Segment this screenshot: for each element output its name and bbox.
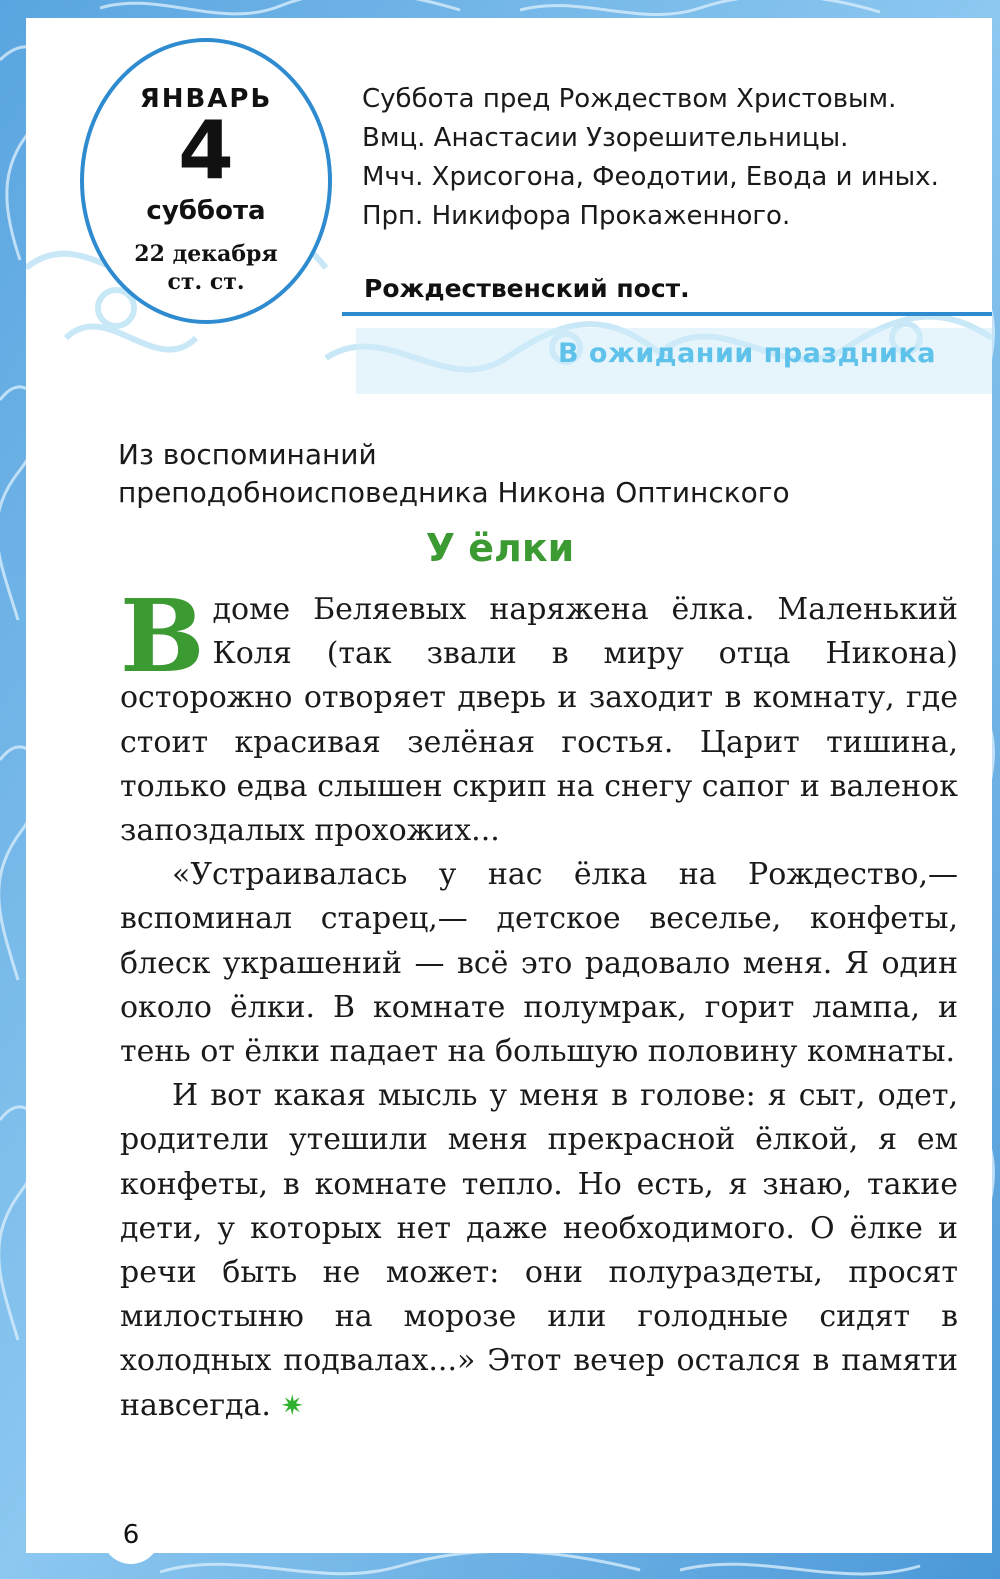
source-line-2: преподобноисповедника Никона Оптинского	[118, 476, 790, 509]
day-number: 4	[178, 104, 234, 197]
paragraph-2: «Устраивалась у нас ёлка на Рождество,— вспоминал старец,— детское веселье, конфеты, блеск украшений — всё это радовало меня. Я один около ёлки. В комнате полумрак, горит лампа, и тень от ёлки падает на большую половину комнаты.	[120, 857, 958, 1070]
weekday-label: суббота	[146, 196, 266, 226]
paragraph-3-text: И вот какая мысль у меня в голове: я сыт, одет, родители утешили меня прекрасной ёлкой, я ем конфеты, в комнате тепло. Но есть, я знаю, такие дети, у которых нет даже необходимого. О ёлке и речи быть не может: они полураздеты, просят милостыню на морозе или голодные сидят в холодных подвалах...» Этот вечер остался в памяти навсегда.	[120, 1078, 958, 1423]
old-style-date	[84, 240, 328, 296]
commemorations-list	[362, 80, 982, 236]
page-number: 6	[102, 1506, 160, 1564]
commemoration-line: Мчч. Хрисогона, Феодотии, Евода и иных.	[362, 162, 939, 192]
header-divider	[342, 312, 992, 316]
month-label: ЯНВАРЬ	[139, 84, 273, 114]
fast-note: Рождественский пост.	[364, 274, 690, 303]
old-style-suffix: ст. ст.	[167, 269, 245, 295]
date-badge	[80, 38, 332, 324]
paragraph-3	[120, 1074, 958, 1428]
story-body	[120, 577, 958, 1428]
star-end-icon: ✷	[280, 1388, 304, 1422]
old-style-date-value: 22 декабря	[134, 241, 278, 267]
commemoration-line: Вмц. Анастасии Узорешительницы.	[362, 123, 849, 153]
section-title: В ожидании праздника	[557, 338, 936, 369]
commemoration-line: Прп. Никифора Прокаженного.	[362, 201, 791, 231]
drop-cap: В	[120, 577, 205, 695]
source-line-1: Из воспоминаний	[118, 438, 377, 471]
paragraph-1	[120, 577, 958, 853]
story-title: У ёлки	[425, 526, 575, 570]
story-source	[118, 436, 918, 512]
paragraph-1-text: доме Беляевых наряжена ёлка. Маленький Коля (так звали в миру отца Никона) осторожно отворяет дверь и заходит в комнату, где стоит красивая зелёная гостья. Царит тишина, только едва слышен скрип на снегу сапог и валенок запоздалых прохожих...	[120, 592, 958, 849]
commemoration-line: Суббота пред Рождеством Христовым.	[362, 84, 897, 114]
